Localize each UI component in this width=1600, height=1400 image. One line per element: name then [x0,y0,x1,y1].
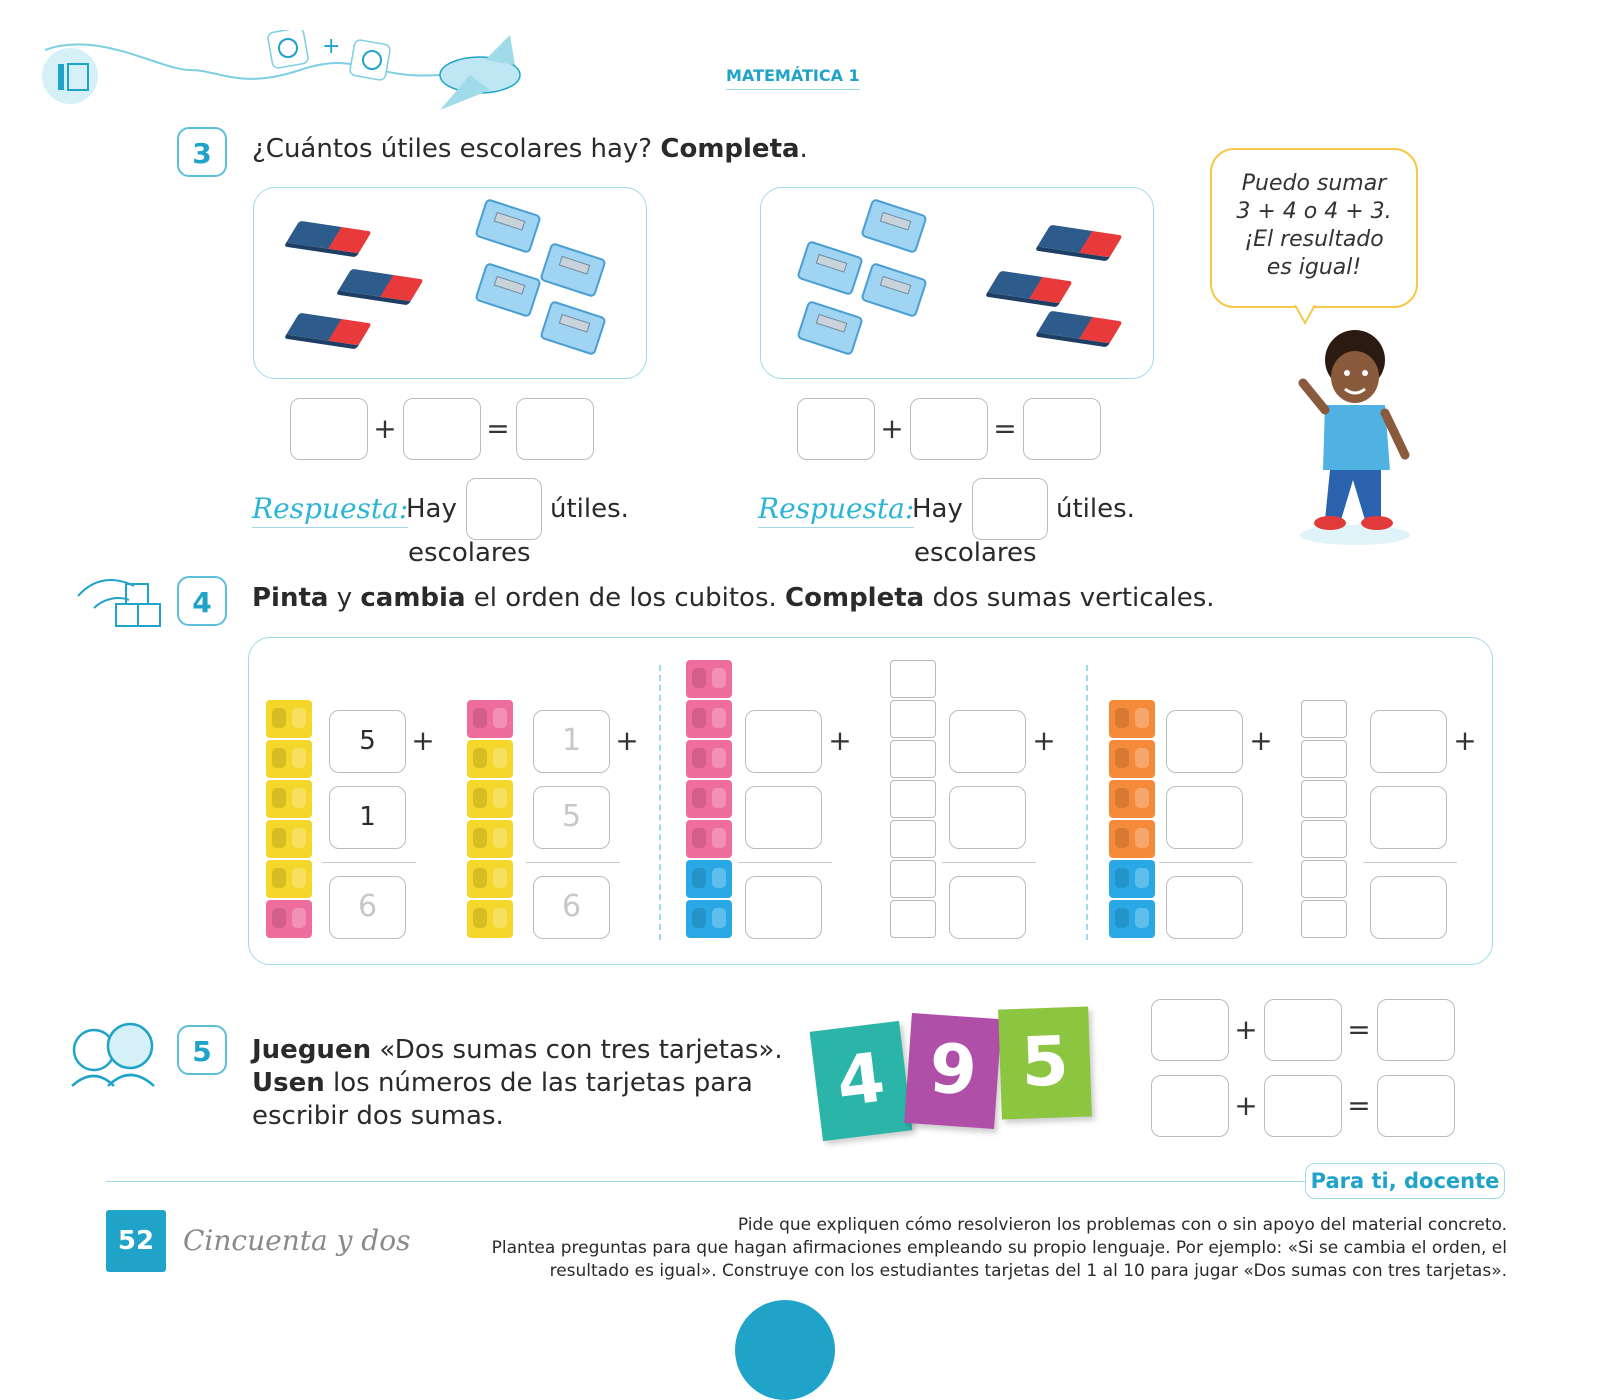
supplies-panel-right [760,187,1154,379]
answer-box[interactable] [1151,999,1229,1061]
page-number: 52 [106,1210,166,1272]
question-text: ¿Cuántos útiles escolares hay? [252,134,653,164]
note-line: resultado es igual». Construye con los estudiantes tarjetas del 1 al 10 para jugar «Dos sumas con tres tarjetas». [549,1261,1507,1281]
exercise-3-number: 3 [177,127,227,177]
sharpener-icon [474,262,542,318]
addend-box[interactable] [1370,786,1447,849]
instruction-line [252,1034,783,1067]
cube-outline[interactable] [1301,780,1347,818]
cube-pink[interactable] [266,900,312,938]
result-box[interactable] [1166,876,1243,939]
answer-label: Respuesta: [758,492,914,528]
cube-outline[interactable] [1301,700,1347,738]
sharpener-icon [860,198,928,254]
note-line: Plantea preguntas para que hagan afirmaciones empleando su propio lenguaje. Por ejemplo: «Si se cambia el orden, el [491,1238,1507,1258]
number-card: 4 [810,1021,913,1141]
addend-box[interactable] [745,710,822,773]
equals-sign: = [1347,1013,1371,1046]
instruction-text: «Dos sumas con tres tarjetas». [379,1035,783,1065]
plus-sign: + [1453,724,1477,757]
addend-box[interactable] [745,786,822,849]
docente-label: Para ti, docente [1305,1163,1505,1199]
sharpener-icon [539,242,607,298]
cube-yellow[interactable] [467,820,513,858]
answer-label: Respuesta: [252,492,408,528]
header-swirl-icon [40,30,540,120]
cube-pink[interactable] [686,820,732,858]
hay-text: Hay [912,494,963,524]
note-line: Pide que expliquen cómo resolvieron los problemas con o sin apoyo del material concreto. [737,1215,1507,1235]
hay-text: Hay [406,494,457,524]
bold-word: Completa [785,583,925,613]
plus-sign: + [1234,1089,1258,1122]
instruction-text: dos sumas verticales. [932,583,1215,613]
answer-box[interactable] [1377,999,1455,1061]
speech-line: es igual! [1266,255,1362,280]
cube-outline[interactable] [1301,740,1347,778]
question-period: . [799,134,808,164]
word: y [336,583,353,613]
escolares-text: escolares [408,538,531,568]
result-box[interactable] [1370,876,1447,939]
instruction-text: los números de las tarjetas para [333,1068,753,1098]
result-box[interactable]: 6 [533,876,610,939]
cube-outline[interactable] [890,700,936,738]
eraser-icon [987,271,1072,304]
answer-box[interactable] [1023,398,1101,460]
result-box[interactable] [949,876,1026,939]
exercise-3-question [252,134,808,164]
addend-box[interactable] [949,710,1026,773]
answer-box[interactable] [910,398,988,460]
equals-sign: = [486,412,510,445]
cube-blue[interactable] [686,900,732,938]
addend-box[interactable] [1166,710,1243,773]
sum-line [738,862,832,863]
plus-sign: + [615,724,639,757]
cube-outline[interactable] [890,740,936,778]
eraser-icon [338,269,423,302]
cube-pink[interactable] [467,700,513,738]
addend-box[interactable]: 5 [329,710,406,773]
teacher-note [405,1214,1507,1283]
cube-blue[interactable] [686,860,732,898]
supplies-panel-left [253,187,647,379]
cube-outline[interactable] [890,660,936,698]
cube-pink[interactable] [686,660,732,698]
addend-box[interactable] [1166,786,1243,849]
answer-total-box[interactable] [972,478,1048,540]
cube-blue[interactable] [1109,900,1155,938]
exercise-5-instructions [252,1034,783,1133]
cube-outline[interactable] [1301,820,1347,858]
speech-line: 3 + 4 o 4 + 3. [1236,199,1392,224]
plus-sign: + [828,724,852,757]
bottom-tab-decoration [735,1300,835,1400]
cube-outline[interactable] [1301,860,1347,898]
answer-box[interactable] [1264,999,1342,1061]
equals-sign: = [1347,1089,1371,1122]
eraser-icon [286,221,371,254]
speech-bubble [1210,148,1418,308]
cube-orange[interactable] [1109,780,1155,818]
answer-box[interactable] [290,398,368,460]
cube-outline[interactable] [890,900,936,938]
cube-orange[interactable] [1109,700,1155,738]
exercise-5-number: 5 [177,1025,227,1075]
plus-sign: + [373,412,397,445]
sharpener-icon [474,198,542,254]
sharpener-icon [796,240,864,296]
eraser-icon [1037,225,1122,258]
escolares-text: escolares [914,538,1037,568]
page-number-words: Cincuenta y dos [183,1224,411,1257]
result-box[interactable]: 6 [329,876,406,939]
cube-blue[interactable] [1109,860,1155,898]
instruction-line: escribir dos sumas. [252,1101,504,1131]
addend-box[interactable]: 1 [533,710,610,773]
header-decoration [40,30,540,120]
exercise-4-instructions [252,583,1215,613]
plus-sign: + [1249,724,1273,757]
sum-line [526,862,620,863]
cube-yellow[interactable] [467,860,513,898]
cube-outline[interactable] [890,820,936,858]
hand-cubes-icon [74,568,164,632]
subject-title: MATEMÁTICA 1 [726,66,860,90]
equals-sign: = [993,412,1017,445]
utiles-text: útiles. [1056,494,1135,524]
addend-box[interactable] [1370,710,1447,773]
cube-yellow[interactable] [467,780,513,818]
sharpener-icon [860,262,928,318]
bold-word: Jueguen [252,1035,372,1065]
speech-line: Puedo sumar [1241,171,1387,196]
number-card: 9 [904,1013,1001,1129]
cube-yellow[interactable] [266,700,312,738]
addend-box[interactable]: 5 [533,786,610,849]
answer-box[interactable] [516,398,594,460]
cube-pink[interactable] [686,740,732,778]
plus-sign: + [1032,724,1056,757]
sharpener-icon [539,300,607,356]
answer-box[interactable] [403,398,481,460]
sum-line [1159,862,1253,863]
cube-outline[interactable] [1301,900,1347,938]
utiles-text: útiles. [550,494,629,524]
result-box[interactable] [745,876,822,939]
eraser-icon [1037,311,1122,344]
exercise-4-number: 4 [177,576,227,626]
answer-box[interactable] [1264,1075,1342,1137]
answer-box[interactable] [1151,1075,1229,1137]
plus-sign: + [1234,1013,1258,1046]
cube-yellow[interactable] [266,740,312,778]
instruction-line [252,1067,783,1100]
sum-line [942,862,1036,863]
divider [659,665,661,940]
two-children-icon [66,1012,162,1088]
cube-pink[interactable] [686,780,732,818]
cube-orange[interactable] [1109,820,1155,858]
cube-yellow[interactable] [266,780,312,818]
cube-yellow[interactable] [266,820,312,858]
sum-line [1363,862,1457,863]
question-bold: Completa [660,134,800,164]
bold-word: Usen [252,1068,325,1098]
bold-word: cambia [360,583,466,613]
number-card: 5 [998,1006,1092,1119]
cube-outline[interactable] [890,860,936,898]
cube-outline[interactable] [890,780,936,818]
speech-line: ¡El resultado [1244,227,1384,252]
sharpener-icon [796,300,864,356]
bold-word: Pinta [252,583,329,613]
instruction-text: el orden de los cubitos. [473,583,777,613]
answer-total-box[interactable] [466,478,542,540]
cube-yellow[interactable] [266,860,312,898]
plus-sign: + [411,724,435,757]
cube-yellow[interactable] [467,900,513,938]
answer-box[interactable] [797,398,875,460]
cube-yellow[interactable] [467,740,513,778]
plus-sign: + [880,412,904,445]
footer-divider [106,1181,1306,1182]
divider [1086,665,1088,940]
answer-box[interactable] [1377,1075,1455,1137]
top-plus-sign: + [322,34,341,59]
eraser-icon [286,313,371,346]
boy-illustration-icon [1285,305,1425,550]
addend-box[interactable]: 1 [329,786,406,849]
cube-pink[interactable] [686,700,732,738]
addend-box[interactable] [949,786,1026,849]
sum-line [322,862,416,863]
cube-orange[interactable] [1109,740,1155,778]
